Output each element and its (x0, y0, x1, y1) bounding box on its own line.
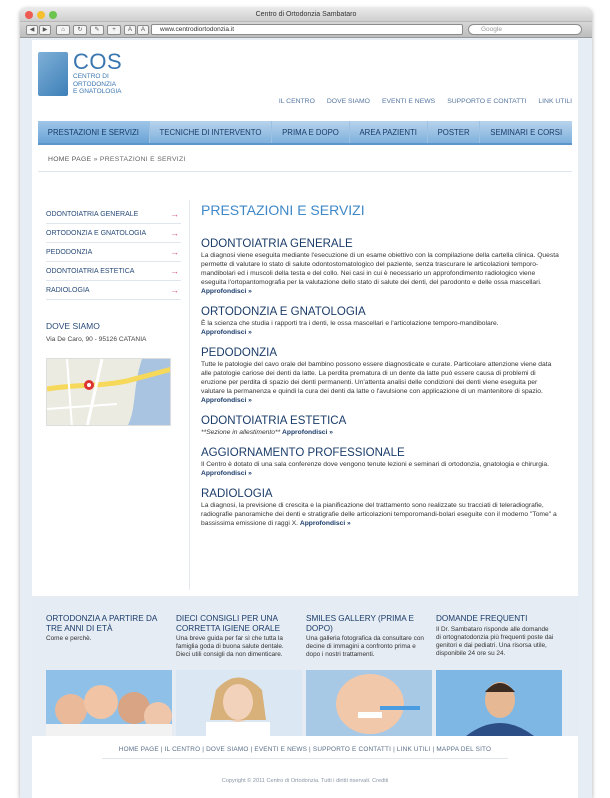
footer-col-gallery[interactable]: SMILES GALLERY (PRIMA E DOPO) Una galleria fotografica da consultare con decine di immagini a confronto prima e dopo i nostri trattamenti. (306, 614, 424, 658)
toolbar (20, 22, 592, 38)
nav-seminari[interactable]: SEMINARI E CORSI (490, 128, 563, 137)
section-odontoiatria-generale: ODONTOIATRIA GENERALE La diagnosi viene eseguita mediante l'esecuzione di un esame obiettivo con la compilazione della cartella clinica. Questa permette di valutare lo stato di salute odontostomatologico del paziente, senza trascurare le articolazioni temporo-mandibolari ed i muscoli della testa e del collo. Nei casi in cui è necessario un approfondimento radiologico viene eseguita l'ortopantomografia per la valutazione dello stato di salute dei denti, del parodonto e delle ossa mascellari. Approfondisci » (201, 238, 561, 296)
breadcrumb: HOME PAGE » PRESTAZIONI E SERVIZI (48, 156, 186, 163)
sidebar-item-ortodonzia[interactable]: ORTODONZIA E GNATOLOGIA → (46, 224, 181, 243)
logo-text: COS (73, 49, 123, 74)
add-tab-icon[interactable]: + (107, 25, 121, 35)
address-bar[interactable]: www.centrodiortodonzia.it (151, 24, 463, 35)
home-icon[interactable]: ⌂ (56, 25, 70, 35)
children-photo[interactable] (46, 670, 172, 736)
zoom-icon[interactable] (49, 11, 57, 19)
nav-prima-dopo[interactable]: PRIMA E DOPO (272, 121, 349, 143)
arrow-right-icon: → (170, 285, 179, 295)
forward-icon[interactable]: ▶ (39, 25, 51, 35)
section-title: ODONTOIATRIA ESTETICA (201, 415, 347, 427)
footer-col-domande[interactable]: DOMANDE FREQUENTI Il Dr. Sambataro risponde alle domande di ortognatodonzia più frequenti poste dai genitori e dai pediatri. Una risorsa utile, disponibile 24 ore su 24. (436, 614, 554, 657)
section-title: AGGIORNAMENTO PROFESSIONALE (201, 447, 405, 459)
back-icon[interactable]: ◀ (26, 25, 38, 35)
copyright: Copyright © 2011 Centro di Ortodonzia. Tutti i diritti riservati. Crediti (221, 778, 389, 784)
approfondisci-link[interactable]: Approfondisci » (282, 429, 333, 436)
browser-window (20, 8, 592, 798)
arrow-right-icon: → (170, 228, 179, 238)
reload-icon[interactable]: ↻ (73, 25, 87, 35)
nav-area-pazienti[interactable]: AREA PAZIENTI (350, 121, 428, 143)
topnav-link-utili[interactable]: LINK UTILI (538, 98, 572, 105)
nav-poster[interactable]: POSTER (428, 121, 481, 143)
main-nav (38, 121, 572, 145)
page-title: PRESTAZIONI E SERVIZI (201, 202, 365, 218)
approfondisci-link[interactable]: Approfondisci » (201, 288, 252, 295)
profile-logo-icon (38, 52, 68, 96)
section-aggiornamento: AGGIORNAMENTO PROFESSIONALE Il Centro è dotato di una sala conferenze dove vengono tenute lezioni e seminari di ortodonzia, gnatologia e chirurgia. Approfondisci » (201, 447, 561, 478)
approfondisci-link[interactable]: Approfondisci » (201, 397, 252, 404)
top-nav (279, 98, 572, 105)
close-icon[interactable] (25, 11, 33, 19)
topnav-eventi[interactable]: EVENTI E NEWS (381, 98, 436, 105)
search-input[interactable]: Google (468, 24, 582, 35)
window-title: Centro di Ortodonzia Sambataro (255, 11, 357, 18)
web-page (32, 40, 578, 798)
section-pedodonzia: PEDODONZIA Tutte le patologie del cavo orale del bambino possono essere diagnosticate e curate. Particolare attenzione viene data alle patologie cariose dei denti da latte. La perdita prematura di un dente da latte può essere causa di problemi di eruzione per perdita di spazio dei denti permanenti. Un'attenta analisi delle condizioni dei denti viene eseguita per valutare la permanenza e quindi la cura dei denti da latte o l'avulsione con applicazione di un mantenitore di spazio. Approfondisci » (201, 347, 561, 405)
section-title: ODONTOIATRIA GENERALE (201, 238, 353, 250)
approfondisci-link[interactable]: Approfondisci » (201, 470, 252, 477)
approfondisci-link[interactable]: Approfondisci » (201, 329, 252, 336)
arrow-right-icon: → (170, 266, 179, 276)
sidebar-item-radiologia[interactable]: RADIOLOGIA → (46, 281, 181, 300)
footer-divider (102, 758, 508, 759)
approfondisci-link[interactable]: Approfondisci » (299, 520, 351, 527)
bookmark-icon[interactable]: ✎ (90, 25, 104, 35)
column-divider (189, 200, 190, 590)
doctor-photo[interactable] (436, 670, 562, 736)
text-larger-icon[interactable]: A (137, 25, 149, 35)
topnav-supporto[interactable]: SUPPORTO E CONTATTI (447, 98, 527, 105)
divider (38, 171, 572, 172)
woman-smile-photo[interactable] (176, 670, 302, 736)
text-smaller-icon[interactable]: A (124, 25, 136, 35)
logo-subtitle: CENTRO DI ORTODONZIA E GNATOLOGIA (73, 73, 122, 95)
breadcrumb-current: PRESTAZIONI E SERVIZI (99, 156, 186, 163)
dove-siamo-title: DOVE SIAMO (46, 321, 100, 331)
footer-col-ortodonzia[interactable]: ORTODONZIA A PARTIRE DA TRE ANNI DI ETÀ Come e perchè. (46, 614, 157, 642)
section-ortodonzia: ORTODONZIA E GNATOLOGIA È la scienza che studia i rapporti tra i denti, le ossa mascellari e l'articolazione temporo-mandibolare. Approfondisci » (201, 306, 561, 337)
title-bar (20, 8, 592, 22)
minimize-icon[interactable] (37, 11, 45, 19)
breadcrumb-home[interactable]: HOME PAGE (48, 156, 92, 163)
dove-siamo-address: Via De Caro, 90 - 95126 CATANIA (46, 336, 147, 343)
section-title: PEDODONZIA (201, 347, 278, 359)
arrow-right-icon: → (170, 209, 179, 219)
sidebar-item-pedodonzia[interactable]: PEDODONZIA → (46, 243, 181, 262)
sidebar-item-odontoiatria-generale[interactable]: ODONTOIATRIA GENERALE → (46, 205, 181, 224)
topnav-dove-siamo[interactable]: DOVE SIAMO (326, 98, 370, 105)
girl-toothbrush-photo[interactable] (306, 670, 432, 736)
main-content (201, 202, 561, 538)
sidebar-item-estetica[interactable]: ODONTOIATRIA ESTETICA → (46, 262, 181, 281)
footer-col-consigli[interactable]: DIECI CONSIGLI PER UNA CORRETTA IGIENE ORALE Una breve guida per far sì che tutta la famiglia goda di buona salute dentale. Dieci utili consigli da non dimenticare. (176, 614, 284, 658)
section-estetica: ODONTOIATRIA ESTETICA **Sezione in allestimento** Approfondisci » (201, 415, 561, 437)
section-radiologia: RADIOLOGIA La diagnosi, la previsione di crescita e la pianificazione del trattamento sono realizzate su tracciati di teleradiografie, radiografie panoramiche dei denti e stratigrafie delle articolazioni temporomandi-bolari eseguite con il moderno "Tome" a bassissima emissione di raggi X. Approfondisci » (201, 488, 561, 528)
nav-prestazioni[interactable]: PRESTAZIONI E SERVIZI (38, 121, 150, 143)
topnav-il-centro[interactable]: IL CENTRO (278, 98, 315, 105)
sidebar (46, 205, 181, 300)
arrow-right-icon: → (170, 247, 179, 257)
section-title: RADIOLOGIA (201, 488, 273, 500)
section-title: ORTODONZIA E GNATOLOGIA (201, 306, 366, 318)
nav-tecniche[interactable]: TECNICHE DI INTERVENTO (150, 121, 273, 143)
site-logo[interactable] (38, 49, 138, 100)
location-map[interactable] (46, 358, 171, 426)
footer-nav[interactable]: HOME PAGE | IL CENTRO | DOVE SIAMO | EVENTI E NEWS | SUPPORTO E CONTATTI | LINK UTILI | MAPPA DEL SITO (118, 746, 492, 753)
